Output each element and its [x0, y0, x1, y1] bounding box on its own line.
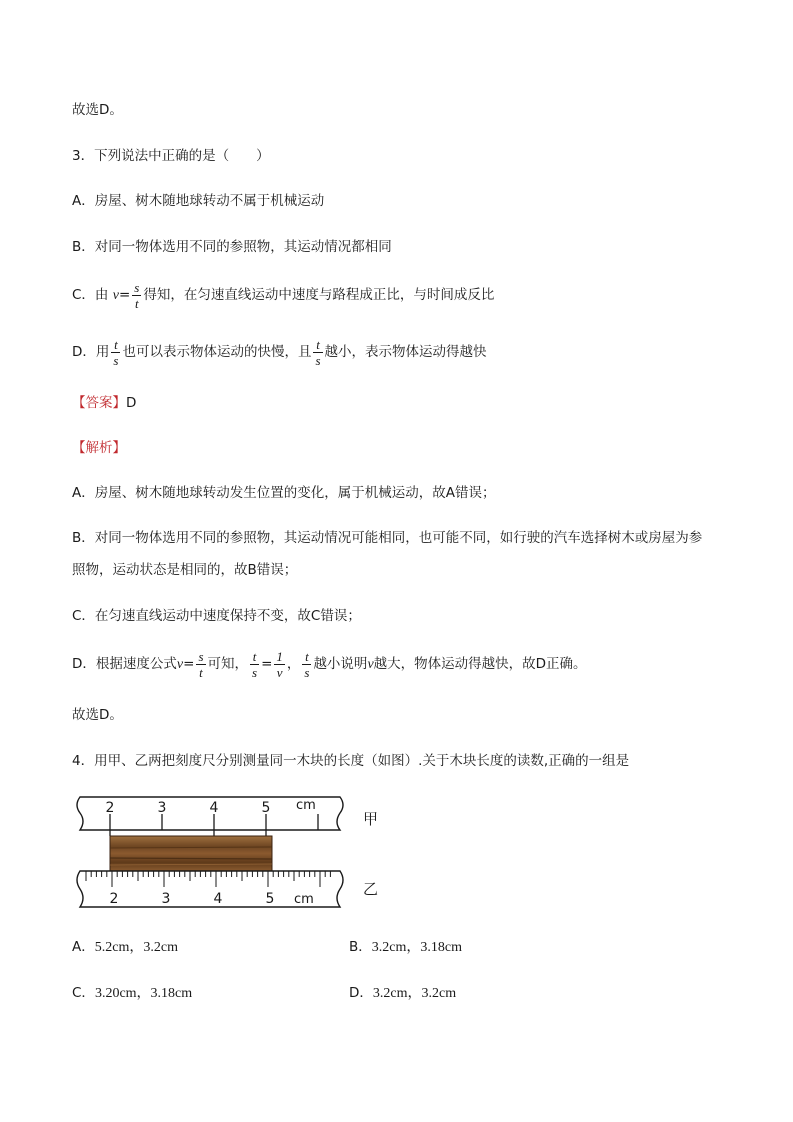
q3-analysis-tag: [72, 438, 126, 458]
q3-explanation-b-line2: 照物，运动状态是相同的，故B错误；: [72, 562, 298, 578]
fraction-numerator: 1: [276, 648, 283, 664]
fraction-numerator: s: [134, 279, 140, 295]
fraction-denominator: s: [315, 352, 321, 368]
option-letter: C．: [72, 985, 95, 1001]
ruler-yi-tick-4: 4: [213, 891, 223, 907]
q4-stem: 4．用甲、乙两把刻度尺分别测量同一木块的长度（如图）.关于木块长度的读数,正确的一组是: [72, 753, 630, 769]
q3-option-c-text: 得知，在匀速直线运动中速度与路程成正比，与时间成反比: [143, 287, 495, 303]
q3-option-c-v: v: [112, 288, 119, 303]
analysis-tag: 【解析】: [72, 440, 126, 456]
expl-d-fraction-2: [250, 649, 259, 680]
ruler-jia: [77, 797, 343, 836]
ruler-yi-tick-2: 2: [109, 891, 119, 907]
ruler-jia-label: 甲: [363, 810, 379, 828]
q3-option-a: A．房屋、树木随地球转动不属于机械运动: [72, 193, 325, 209]
q3-explanation-c: C．在匀速直线运动中速度保持不变，故C错误；: [72, 608, 361, 624]
q3-option-b: B．对同一物体选用不同的参照物，其运动情况都相同: [72, 239, 392, 255]
fraction-numerator: s: [198, 648, 204, 664]
q3-option-c-eq: =: [118, 287, 131, 303]
fraction-numerator: t: [111, 337, 120, 353]
option-letter: D．: [349, 985, 373, 1001]
ruler-yi-tick-5: 5: [265, 891, 275, 907]
q3-answer: [72, 393, 136, 413]
answer-value: D: [126, 395, 137, 411]
option-value: 3.20cm，3.18cm: [94, 986, 193, 1001]
expl-d-post: 越小说明: [313, 656, 368, 672]
q4-option-c: [72, 983, 192, 1004]
answer-tag: 【答案】: [72, 395, 126, 411]
expl-d-eq: =: [183, 656, 195, 672]
option-letter: A．: [72, 939, 95, 955]
fraction-denominator: v: [276, 664, 283, 680]
option-value: 3.2cm，3.2cm: [372, 986, 457, 1001]
ruler-yi-tick-3: 3: [161, 891, 171, 907]
q3-option-d-text: 越小，表示物体运动得越快: [324, 344, 487, 360]
expl-d-fraction-1: [196, 649, 205, 680]
q4-option-a: [72, 937, 178, 958]
q3-option-c: [72, 277, 494, 314]
ruler-figure: [72, 792, 402, 914]
q3-explanation-a: A．房屋、树木随地球转动发生位置的变化，属于机械运动，故A错误；: [72, 485, 496, 501]
q3-option-d-prefix: D．用: [72, 344, 110, 360]
expl-d-fraction-3: [274, 649, 285, 680]
option-value: 3.2cm，3.18cm: [371, 940, 462, 955]
q3-option-d-mid: 也可以表示物体运动的快慢，且: [122, 344, 312, 360]
fraction-numerator: t: [302, 649, 311, 665]
expl-d-v: v: [176, 657, 184, 672]
fraction-denominator: t: [199, 664, 203, 680]
q3-option-c-prefix: C．由: [72, 287, 109, 303]
expl-d-mid-2: ，: [286, 656, 301, 672]
option-value: 5.2cm，3.2cm: [94, 940, 178, 955]
ruler-jia-unit: cm: [296, 798, 316, 813]
expl-d-mid-1: 可知，: [207, 656, 248, 672]
q3-explanation-d: [72, 646, 587, 683]
option-letter: B．: [349, 939, 372, 955]
q3-option-d-fraction-1: [111, 337, 120, 368]
expl-d-post-2: 越大，物体运动得越快，故D正确。: [373, 656, 587, 672]
ruler-yi-label: 乙: [363, 880, 379, 898]
fraction-denominator: s: [113, 352, 119, 368]
q3-conclusion: 故选D。: [72, 707, 123, 723]
wooden-block: [110, 836, 272, 871]
fraction-denominator: s: [252, 664, 258, 680]
prev-conclusion: 故选D。: [72, 102, 123, 118]
ruler-yi-unit: cm: [294, 892, 314, 907]
ruler-jia-tick-3: 3: [157, 800, 167, 816]
q3-stem: 3．下列说法中正确的是（ ）: [72, 148, 270, 164]
fraction-denominator: s: [304, 664, 310, 680]
expl-d-prefix: D．根据速度公式: [72, 656, 177, 672]
fraction-numerator: t: [250, 649, 259, 665]
ruler-jia-tick-2: 2: [105, 800, 115, 816]
q3-explanation-b-line1: B．对同一物体选用不同的参照物，其运动情况可能相同，也可能不同，如行驶的汽车选择树木或房屋为参: [72, 530, 703, 546]
q3-option-d-fraction-2: [313, 337, 322, 368]
q4-option-d: [349, 983, 456, 1004]
q4-option-b: [349, 937, 462, 958]
fraction-numerator: t: [313, 337, 322, 353]
expl-d-v-2: v: [367, 657, 374, 672]
q3-option-d: [72, 334, 487, 370]
expl-d-eq-2: =: [261, 656, 273, 672]
ruler-jia-tick-4: 4: [209, 800, 219, 816]
ruler-yi: [77, 871, 343, 907]
expl-d-fraction-4: [302, 649, 311, 680]
ruler-jia-tick-5: 5: [261, 800, 271, 816]
q3-option-c-fraction: [132, 280, 141, 311]
fraction-denominator: t: [134, 295, 139, 311]
